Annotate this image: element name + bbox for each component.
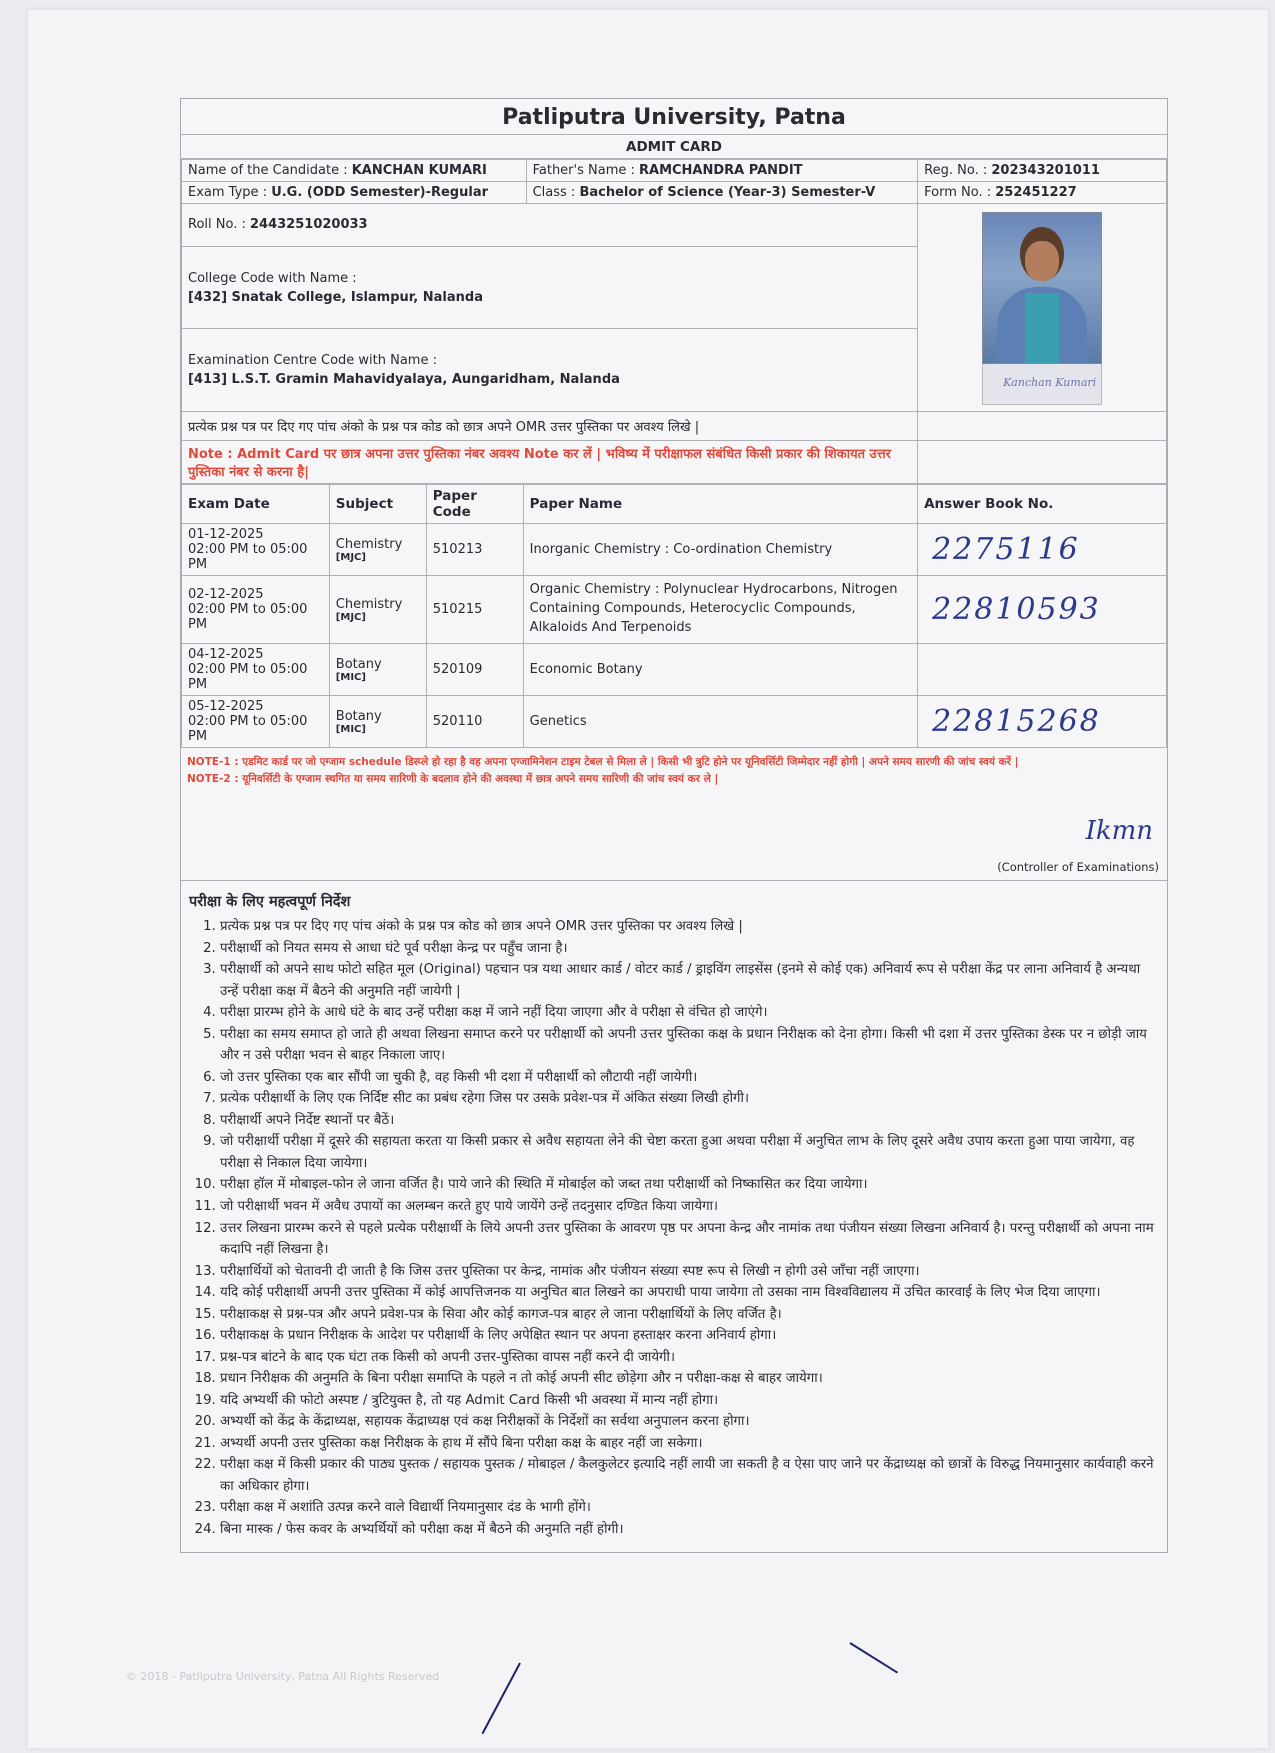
rule-item: 21. अभ्यर्थी अपनी उत्तर पुस्तिका कक्ष निरीक्षक के हाथ में सौंपे बिना परीक्षा कक्ष के बाहर नहीं जा सकेगा। bbox=[220, 1433, 1159, 1455]
centre-cell bbox=[182, 329, 918, 412]
father-name: RAMCHANDRA PANDIT bbox=[639, 163, 803, 178]
rule-item: 8. परीक्षार्थी अपने निर्देष्ट स्थानों पर बैठें। bbox=[220, 1110, 1159, 1132]
rule-item: 18. प्रधान निरीक्षक की अनुमति के बिना परीक्षा समाप्ति के पहले न तो कोई अपनी सीट छोड़ेगा और न परीक्षा-कक्ष से बाहर जायेगा। bbox=[220, 1368, 1159, 1390]
answer-book-note: Note : Admit Card पर छात्र अपना उत्तर पुस्तिका नंबर अवश्य Note कर लें | भविष्य में परीक्षाफल संबंधित किसी प्रकार की शिकायत उत्तर पुस्तिका नंबर से करना है| bbox=[182, 441, 918, 484]
roll-no: 2443251020033 bbox=[250, 217, 368, 233]
paper-name: Economic Botany bbox=[523, 644, 917, 696]
rule-item: 16. परीक्षाकक्ष के प्रधान निरीक्षक के आदेश पर परीक्षार्थी के लिए अपेक्षित स्थान पर अपना हस्ताक्षर करना अनिवार्य होगा। bbox=[220, 1325, 1159, 1347]
exam-time: 02:00 PM to 05:00 PM bbox=[188, 714, 308, 744]
form-no-cell bbox=[918, 182, 1167, 204]
college-label: College Code with Name : bbox=[188, 270, 357, 286]
subject-cell bbox=[329, 644, 426, 696]
rule-item: 12. उत्तर लिखना प्रारम्भ करने से पहले प्रत्येक परीक्षार्थी के लिये अपनी उत्तर पुस्तिका के आवरण पृष्ठ पर अपना केन्द्र और नामांक तथा पंजीयन संख्या लिखना अनिवार्य है। परन्तु परीक्षार्थी को अपना नाम कदापि नहीं लिखना है। bbox=[220, 1218, 1159, 1261]
rule-item: 23. परीक्षा कक्ष में अशांति उत्पन्न करने वाले विद्यार्थी नियमानुसार दंड के भागी होंगे। bbox=[220, 1497, 1159, 1519]
rule-item: 19. यदि अभ्यर्थी की फोटो अस्पष्ट / त्रुटियुक्त है, तो यह Admit Card किसी भी अवस्था में मान्य नहीं होगा। bbox=[220, 1390, 1159, 1412]
subject-tag: [MJC] bbox=[335, 551, 366, 563]
subject-cell bbox=[329, 524, 426, 576]
paper-code: 520109 bbox=[426, 644, 523, 696]
centre-name: [413] L.S.T. Gramin Mahavidyalaya, Aungaridham, Nalanda bbox=[188, 372, 620, 388]
rule-item: 1. प्रत्येक प्रश्न पत्र पर दिए गए पांच अंको के प्रश्न पत्र कोड को छात्र अपने OMR उत्तर पुस्तिका पर अवश्य लिखे | bbox=[220, 916, 1159, 938]
roll-no-cell bbox=[182, 204, 918, 247]
subject: Chemistry bbox=[335, 536, 403, 552]
candidate-table bbox=[181, 159, 1167, 484]
rule-item: 5. परीक्षा का समय समाप्त हो जाते ही अथवा लिखना समाप्त करने पर परीक्षार्थी को अपनी उत्तर पुस्तिका कक्ष के प्रधान निरीक्षक को देना होगा। किसी भी दशा में उत्तर पुस्तिका डेस्क पर न छोड़ी जाय और न उसे परीक्षा भवन से बाहर निकाला जाए। bbox=[220, 1024, 1159, 1067]
schedule-header-row bbox=[182, 485, 1167, 524]
university-title: Patliputra University, Patna bbox=[181, 99, 1167, 135]
admit-card bbox=[180, 98, 1168, 1553]
note-2: NOTE-2 : यूनिवर्सिटी के एग्जाम स्थगित या समय सारिणी के बदलाव होने की अवस्था में छात्र अपने समय सारिणी की जांच स्वयं कर ले | bbox=[187, 772, 719, 785]
exam-type: U.G. (ODD Semester)-Regular bbox=[271, 185, 489, 200]
omr-instruction: प्रत्येक प्रश्न पत्र पर दिए गए पांच अंको के प्रश्न पत्र कोड को छात्र अपने OMR उत्तर पुस्तिका पर अवश्य लिखे | bbox=[182, 412, 918, 441]
header-exam-date: Exam Date bbox=[182, 485, 330, 524]
paper-name: Inorganic Chemistry : Co-ordination Chemistry bbox=[523, 524, 917, 576]
candidate-signature bbox=[982, 364, 1102, 405]
candidate-name-label: Name of the Candidate : bbox=[188, 163, 352, 178]
footer-copyright: © 2018 - Patliputra University, Patna All Rights Reserved bbox=[126, 1670, 440, 1683]
subject: Botany bbox=[335, 708, 382, 724]
exam-date-time bbox=[182, 696, 330, 748]
rule-item: 22. परीक्षा कक्ष में किसी प्रकार की पाठ्य पुस्तक / सहायक पुस्तक / मोबाइल / कैलकुलेटर इत्यादि नहीं लायी जा सकती है व ऐसा पाए जाने पर केंद्राध्यक्ष को छात्रों के विरुद्ध नियमानुसार कार्यवाही करने का अधिकार होगा। bbox=[220, 1454, 1159, 1497]
rule-item: 4. परीक्षा प्रारम्भ होने के आधे घंटे के बाद उन्हें परीक्षा कक्ष में जाने नहीं दिया जाएगा और वे परीक्षा से वंचित हो जाएंगे। bbox=[220, 1002, 1159, 1024]
father-name-label: Father's Name : bbox=[532, 163, 639, 178]
exam-time: 02:00 PM to 05:00 PM bbox=[188, 602, 308, 632]
exam-date-time bbox=[182, 524, 330, 576]
note-1: NOTE-1 : एडमिट कार्ड पर जो एग्जाम schedule डिस्प्ले हो रहा है वह अपना एग्जामिनेशन टाइम टेबल से मिला ले | किसी भी त्रुटि होने पर यूनिवर्सिटी जिम्मेदार नहीं होगी | अपने समय सारणी की जांच स्वयं करें | bbox=[187, 756, 1019, 768]
form-no-label: Form No. : bbox=[924, 185, 996, 200]
roll-no-label: Roll No. : bbox=[188, 217, 250, 233]
candidate-name: KANCHAN KUMARI bbox=[351, 163, 487, 178]
rule-item: 20. अभ्यर्थी को केंद्र के केंद्राध्यक्ष, सहायक केंद्राध्यक्ष एवं कक्ष निरीक्षकों के निर्देशों का सर्वथा अनुपालन करना होगा। bbox=[220, 1411, 1159, 1433]
notes-block bbox=[181, 748, 1167, 798]
reg-no-cell bbox=[918, 160, 1167, 182]
exam-schedule-table bbox=[181, 484, 1167, 748]
empty-cell bbox=[918, 412, 1167, 441]
exam-date: 04-12-2025 bbox=[188, 647, 264, 662]
rule-item: 3. परीक्षार्थी को अपने साथ फोटो सहित मूल (Original) पहचान पत्र यथा आधार कार्ड / वोटर कार्ड / ड्राइविंग लाइसेंस (इनमे से कोई एक) अनिवार्य रूप से परीक्षा केंद्र पर लाना अनिवार्य है अन्यथा उन्हें परीक्षा कक्ष में बैठने की अनुमति नहीं जायेगी | bbox=[220, 959, 1159, 1002]
paper-code: 510215 bbox=[426, 576, 523, 644]
rules-list bbox=[189, 916, 1159, 1540]
subject-tag: [MJC] bbox=[335, 611, 366, 623]
paper-name: Organic Chemistry : Polynuclear Hydrocarbons, Nitrogen Containing Compounds, Heterocyclic Compounds, Alkaloids And Terpenoids bbox=[523, 576, 917, 644]
form-no: 252451227 bbox=[995, 185, 1077, 200]
table-row bbox=[182, 644, 1167, 696]
photo-cell bbox=[918, 204, 1167, 412]
controller-signature: Ikmn bbox=[1085, 815, 1153, 846]
father-name-cell bbox=[526, 160, 918, 182]
header-subject: Subject bbox=[329, 485, 426, 524]
exam-time: 02:00 PM to 05:00 PM bbox=[188, 542, 308, 572]
rule-item: 9. जो परीक्षार्थी परीक्षा में दूसरे की सहायता करता या किसी प्रकार से अवैध सहायता लेने की चेष्टा करता हुआ अथवा परीक्षा में अनुचित लाभ के लिए दूसरे अवैध उपाय करता हुआ पाया जायेगा, वह परीक्षा से निकाल दिया जायेगा। bbox=[220, 1131, 1159, 1174]
exam-date-time bbox=[182, 644, 330, 696]
candidate-signature-text: Kanchan Kumari bbox=[1003, 376, 1097, 389]
rule-item: 7. प्रत्येक परीक्षार्थी के लिए एक निर्दिष्ट सीट का प्रबंध रहेगा जिस पर उसके प्रवेश-पत्र में अंकित संख्या लिखी होगी। bbox=[220, 1088, 1159, 1110]
candidate-name-cell bbox=[182, 160, 527, 182]
rule-item: 2. परीक्षार्थी को नियत समय से आधा घंटे पूर्व परीक्षा केन्द्र पर पहुँच जाना है। bbox=[220, 938, 1159, 960]
subject-tag: [MIC] bbox=[335, 723, 366, 735]
subject: Botany bbox=[335, 656, 382, 672]
empty-cell bbox=[918, 441, 1167, 484]
table-row bbox=[182, 576, 1167, 644]
exam-time: 02:00 PM to 05:00 PM bbox=[188, 662, 308, 692]
answer-book-no bbox=[918, 644, 1167, 696]
centre-label: Examination Centre Code with Name : bbox=[188, 353, 437, 369]
document-title: ADMIT CARD bbox=[181, 135, 1167, 159]
paper-code: 510213 bbox=[426, 524, 523, 576]
rule-item: 17. प्रश्न-पत्र बांटने के बाद एक घंटा तक किसी को अपनी उत्तर-पुस्तिका वापस नहीं करने दी जायेगी। bbox=[220, 1347, 1159, 1369]
subject: Chemistry bbox=[335, 596, 403, 612]
table-row bbox=[182, 524, 1167, 576]
controller-label: (Controller of Examinations) bbox=[997, 859, 1159, 874]
rule-item: 14. यदि कोई परीक्षार्थी अपनी उत्तर पुस्तिका में कोई आपत्तिजनक या अनुचित बात लिखने का अपराधी पाया जायेगा तो उसका नाम विश्वविद्यालय में उचित कारवाई के लिए भेज दिया जाएगा। bbox=[220, 1282, 1159, 1304]
header-paper-name: Paper Name bbox=[523, 485, 917, 524]
rules-title: परीक्षा के लिए महत्वपूर्ण निर्देश bbox=[189, 893, 351, 910]
header-paper-code: Paper Code bbox=[426, 485, 523, 524]
answer-book-no: 2275116 bbox=[918, 524, 1167, 576]
college-cell bbox=[182, 246, 918, 329]
header-answer-book: Answer Book No. bbox=[918, 485, 1167, 524]
class-value: Bachelor of Science (Year-3) Semester-V bbox=[579, 185, 876, 200]
rule-item: 13. परीक्षार्थियों को चेतावनी दी जाती है कि जिस उत्तर पुस्तिका पर केन्द्र, नामांक और पंजीयन संख्या स्पष्ट रूप से लिखी न होगी उसे जाँचा नहीं जाएगा। bbox=[220, 1261, 1159, 1283]
exam-date: 05-12-2025 bbox=[188, 699, 264, 714]
exam-date: 02-12-2025 bbox=[188, 587, 264, 602]
paper-name: Genetics bbox=[523, 696, 917, 748]
rule-item: 24. बिना मास्क / फेस कवर के अभ्यर्थियों को परीक्षा कक्ष में बैठने की अनुमति नहीं होगी। bbox=[220, 1519, 1159, 1541]
class-label: Class : bbox=[532, 185, 580, 200]
subject-cell bbox=[329, 696, 426, 748]
exam-type-label: Exam Type : bbox=[188, 185, 272, 200]
rule-item: 15. परीक्षाकक्ष से प्रश्न-पत्र और अपने प्रवेश-पत्र के सिवा और कोई कागज-पत्र बाहर ले जाना परीक्षार्थियों के लिए वर्जित है। bbox=[220, 1304, 1159, 1326]
answer-book-no: 22815268 bbox=[918, 696, 1167, 748]
answer-book-no: 22810593 bbox=[918, 576, 1167, 644]
class-cell bbox=[526, 182, 918, 204]
exam-date: 01-12-2025 bbox=[188, 527, 264, 542]
paper-code: 520110 bbox=[426, 696, 523, 748]
candidate-photo bbox=[982, 212, 1102, 364]
exam-date-time bbox=[182, 576, 330, 644]
reg-no-label: Reg. No. : bbox=[924, 163, 992, 178]
reg-no: 202343201011 bbox=[991, 163, 1100, 178]
rule-item: 10. परीक्षा हॉल में मोबाइल-फोन ले जाना वर्जित है। पाये जाने की स्थिति में मोबाईल को जब्त तथा परीक्षार्थी को निष्कासित कर दिया जायेगा। bbox=[220, 1174, 1159, 1196]
rule-item: 6. जो उत्तर पुस्तिका एक बार सौंपी जा चुकी है, वह किसी भी दशा में परीक्षार्थी को लौटायी नहीं जायेगी। bbox=[220, 1067, 1159, 1089]
subject-tag: [MIC] bbox=[335, 671, 366, 683]
exam-type-cell bbox=[182, 182, 527, 204]
rule-item: 11. जो परीक्षार्थी भवन में अवैध उपायों का अलम्बन करते हुए पाये जायेंगे उन्हें तदनुसार दण्डित किया जायेगा। bbox=[220, 1196, 1159, 1218]
table-row bbox=[182, 696, 1167, 748]
college-name: [432] Snatak College, Islampur, Nalanda bbox=[188, 289, 483, 305]
subject-cell bbox=[329, 576, 426, 644]
exam-rules bbox=[181, 880, 1167, 1553]
